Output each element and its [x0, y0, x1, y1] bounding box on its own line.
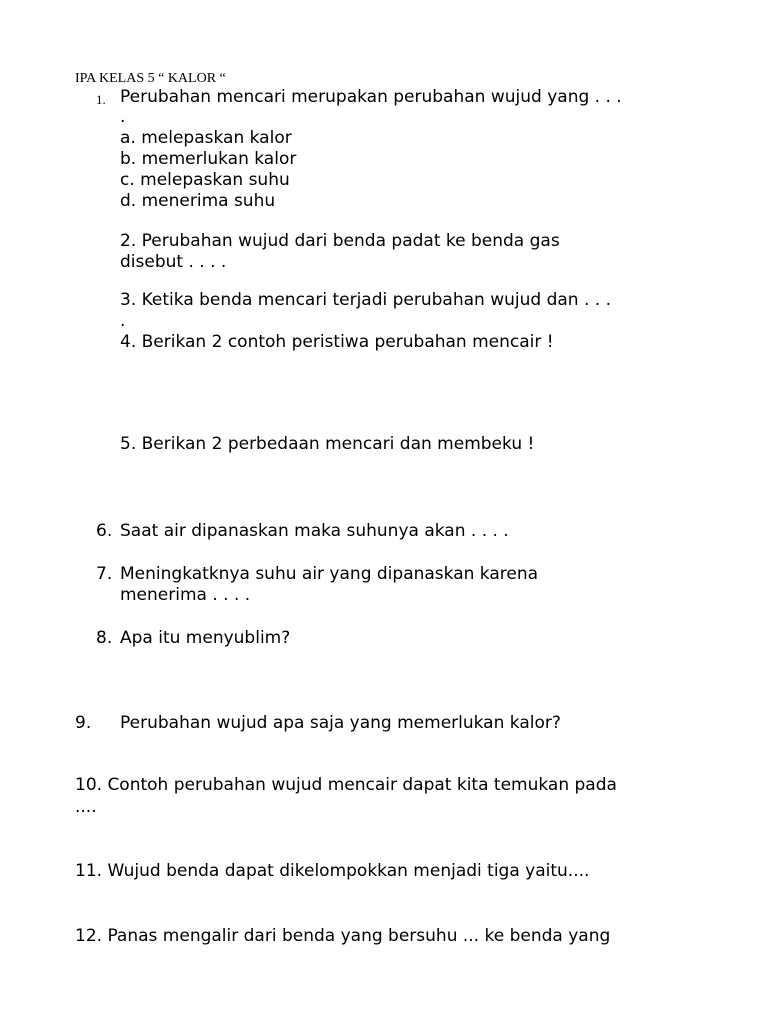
question-6-text: Saat air dipanaskan maka suhunya akan . . . . — [120, 521, 509, 541]
question-3-text: 3. Ketika benda mencari terjadi perubahan wujud dan . . . — [120, 290, 611, 310]
question-1-option-a: a. melepaskan kalor — [120, 128, 292, 148]
question-5-text: 5. Berikan 2 perbedaan mencari dan membeku ! — [120, 434, 535, 454]
question-3-text-continued: . — [120, 311, 126, 331]
question-7-text: Meningkatknya suhu air yang dipanaskan karena — [120, 564, 539, 584]
worksheet-header: IPA KELAS 5 “ KALOR “ — [75, 71, 226, 86]
question-12-text: 12. Panas mengalir dari benda yang bersuhu ... ke benda yang — [75, 926, 611, 946]
question-1-text: Perubahan mencari merupakan perubahan wujud yang . . . — [120, 87, 622, 107]
question-1-text-continued: . — [120, 107, 126, 127]
question-7-text-continued: menerima . . . . — [120, 585, 251, 605]
question-9-text: Perubahan wujud apa saja yang memerlukan kalor? — [120, 713, 561, 733]
question-1-number: 1. — [96, 92, 106, 107]
question-6-number: 6. — [96, 521, 113, 541]
question-9-number: 9. — [75, 713, 92, 733]
question-8-number: 8. — [96, 628, 113, 648]
question-2-text-continued: disebut . . . . — [120, 252, 227, 272]
question-8-text: Apa itu menyublim? — [120, 628, 291, 648]
question-2-text: 2. Perubahan wujud dari benda padat ke benda gas — [120, 231, 560, 251]
question-10-text-continued: .... — [75, 797, 97, 817]
question-1-option-b: b. memerlukan kalor — [120, 149, 297, 169]
question-11-text: 11. Wujud benda dapat dikelompokkan menjadi tiga yaitu.... — [75, 861, 590, 881]
question-7-number: 7. — [96, 564, 113, 584]
question-10-text: 10. Contoh perubahan wujud mencair dapat kita temukan pada — [75, 775, 617, 795]
question-1-option-d: d. menerima suhu — [120, 191, 276, 211]
question-4-text: 4. Berikan 2 contoh peristiwa perubahan mencair ! — [120, 332, 554, 352]
question-1-option-c: c. melepaskan suhu — [120, 170, 290, 190]
